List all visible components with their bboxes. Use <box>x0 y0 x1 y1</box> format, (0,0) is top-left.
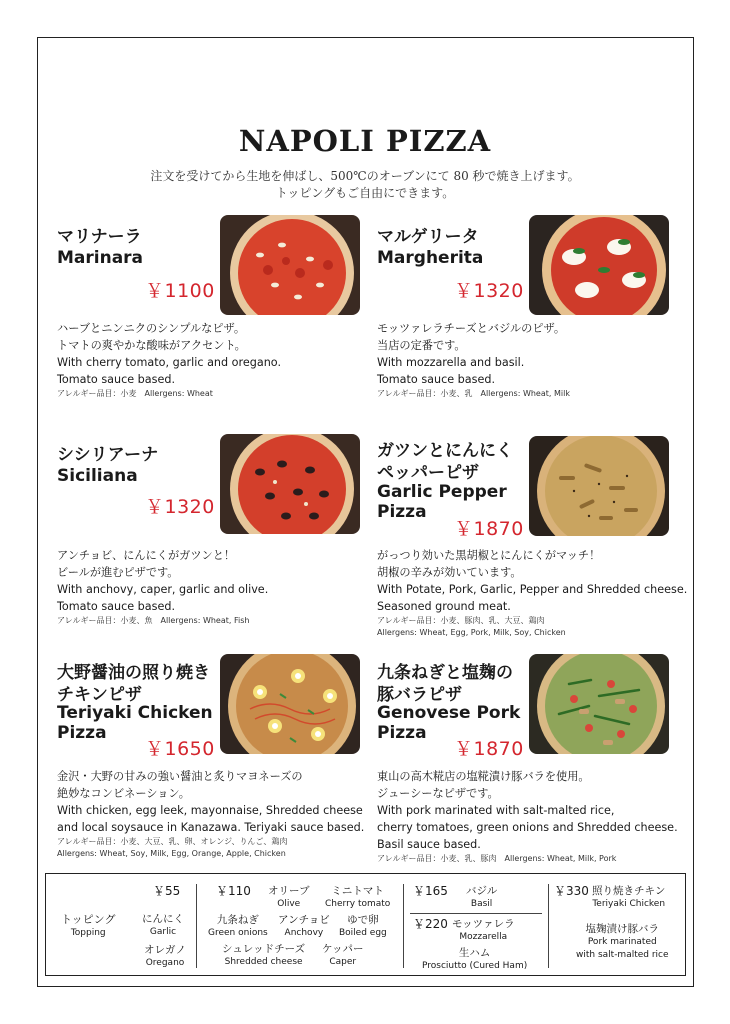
topping-cherry-ja: ミニトマト <box>331 885 384 897</box>
topping-pork <box>576 923 669 961</box>
divider <box>410 913 542 914</box>
topping-teriyaki-chicken <box>592 885 665 910</box>
topping-cherry-en: Cherry tomato <box>325 899 391 909</box>
item-description: 東山の高木糀店の塩糀漬け豚バラを使用。 ジューシーなピザです。 With pork marinated with salt-malted rice, cherry tomatoes, green onions and Shredded cheese. Basil sauce based. <box>377 770 678 851</box>
item-name-ja: シシリアーナ <box>57 445 159 465</box>
item-name-ja: マルゲリータ <box>377 227 479 247</box>
price-220: ￥220 <box>413 917 448 931</box>
item-description: モッツァレラチーズとバジルのピザ。 当店の定番です。 With mozzarella and basil. Tomato sauce based. <box>377 322 566 386</box>
topping-box <box>45 873 686 976</box>
topping-olive-en: Olive <box>277 899 301 909</box>
price-55: ￥55 <box>153 884 181 898</box>
topping-label-ja: トッピング <box>61 913 116 926</box>
item-name-ja: 九条ねぎと塩麹の 豚バラピザ <box>377 663 513 705</box>
item-price: ￥1320 <box>454 280 524 302</box>
pizza-photo-teriyaki-chicken <box>220 654 360 754</box>
topping-label <box>61 914 115 939</box>
pizza-photo-marinara <box>220 215 360 315</box>
item-allergens: アレルギー品目：小麦、乳、豚肉 Allergens: Wheat, Milk, Pork <box>377 854 617 863</box>
topping-garlic-en: Garlic <box>149 927 177 937</box>
topping-egg-ja: ゆで卵 <box>347 914 379 926</box>
item-allergens: アレルギー品目：小麦、乳 Allergens: Wheat, Milk <box>377 389 570 398</box>
menu-subtitle <box>0 168 730 202</box>
item-price: ￥1100 <box>145 280 215 302</box>
topping-prosciutto <box>422 947 527 972</box>
item-description: 金沢・大野の甘みの強い醤油と炙りマヨネーズの 絶妙なコンビネーション。 With chicken, egg leek, mayonnaise, Shredded cheese and local soysauce in Kanazawa. Teriyaki sauce based. <box>57 770 365 834</box>
topping-anchovy <box>278 914 330 939</box>
item-name-ja: マリナーラ <box>57 227 142 247</box>
item-name-en: Marinara <box>57 248 144 268</box>
topping-shredded-en: Shredded cheese <box>224 957 303 967</box>
topping-garlic <box>142 913 184 938</box>
topping-greenonion-en: Green onions <box>208 928 268 938</box>
item-description: アンチョビ、にんにくがガツンと！ ビールが進むピザです。 With anchovy, caper, garlic and olive. Tomato sauce based. <box>57 549 269 613</box>
topping-mozz-en: Mozzarella <box>459 932 508 942</box>
topping-basil-en: Basil <box>470 899 493 909</box>
item-name-en: Teriyaki Chicken Pizza <box>57 703 213 743</box>
topping-olive <box>268 885 309 910</box>
topping-pork-ja: 塩麹漬け豚バラ <box>585 923 660 935</box>
divider <box>548 884 549 968</box>
topping-basil-ja: バジル <box>466 885 498 897</box>
topping-basil <box>466 885 497 910</box>
topping-anchovy-en: Anchovy <box>284 928 324 938</box>
pizza-photo-genovese-pork <box>529 654 669 754</box>
topping-shredded-cheese <box>222 943 305 968</box>
topping-shredded-ja: シュレッドチーズ <box>222 943 306 955</box>
topping-greenonion-ja: 九条ねぎ <box>216 914 259 926</box>
item-price: ￥1650 <box>145 738 215 760</box>
topping-anchovy-ja: アンチョビ <box>278 914 330 926</box>
divider <box>403 884 404 968</box>
topping-ham-en: Prosciutto (Cured Ham) <box>422 961 528 971</box>
topping-caper-en: Caper <box>329 957 357 967</box>
topping-teriyaki-en: Teriyaki Chicken <box>592 899 666 909</box>
item-name-ja: 大野醤油の照り焼き チキンピザ <box>57 663 210 705</box>
item-description: がっつり効いた黒胡椒とにんにくがマッチ！ 胡椒の辛みが効いています。 With Potate, Pork, Garlic, Pepper and Shredded cheese. Seasoned ground meat. <box>377 549 688 613</box>
topping-ham-ja: 生ハム <box>458 947 491 959</box>
item-name-en: Garlic Pepper Pizza <box>377 482 507 522</box>
item-description: ハーブとニンニクのシンプルなピザ。 トマトの爽やかな酸味がアクセント。 With cherry tomato, garlic and oregano. Tomato sauce based. <box>57 322 282 386</box>
item-price: ￥1320 <box>145 496 215 518</box>
topping-caper-ja: ケッパー <box>322 943 364 955</box>
item-name-en: Siciliana <box>57 466 138 486</box>
pizza-photo-siciliana <box>220 434 360 534</box>
topping-caper <box>322 943 363 968</box>
divider <box>196 884 197 968</box>
pizza-photo-garlic-pepper <box>529 436 669 536</box>
topping-mozz-ja: モッツァレラ <box>452 918 515 930</box>
item-allergens: アレルギー品目：小麦 Allergens: Wheat <box>57 389 213 398</box>
topping-pork-en-2: with salt-malted rice <box>576 950 669 960</box>
topping-cherry-tomato <box>325 885 390 910</box>
item-name-ja: ガツンとにんにく ペッパーピザ <box>377 441 513 483</box>
price-330: ￥330 <box>554 884 589 898</box>
item-allergens: アレルギー品目：小麦、魚 Allergens: Wheat, Fish <box>57 616 250 625</box>
topping-green-onions <box>208 914 268 939</box>
topping-egg-en: Boiled egg <box>339 928 387 938</box>
item-price: ￥1870 <box>454 738 524 760</box>
topping-garlic-ja: にんにく <box>142 913 184 925</box>
item-price: ￥1870 <box>454 518 524 540</box>
topping-oregano-en: Oregano <box>145 958 185 968</box>
topping-teriyaki-ja: 照り焼きチキン <box>592 885 666 897</box>
subtitle-line-1: 注文を受けてから生地を伸ばし、500℃のオーブンにて 80 秒で焼き上げます。 <box>150 169 580 183</box>
topping-olive-ja: オリーブ <box>268 885 310 897</box>
pizza-photo-margherita <box>529 215 669 315</box>
price-165: ￥165 <box>413 884 448 898</box>
topping-boiled-egg <box>339 914 387 939</box>
topping-pork-en-1: Pork marinated <box>587 937 657 947</box>
item-name-en: Margherita <box>377 248 484 268</box>
topping-oregano <box>144 944 186 969</box>
topping-oregano-ja: オレガノ <box>144 944 186 956</box>
topping-label-en: Topping <box>70 928 106 938</box>
menu-title: NAPOLI PIZZA <box>238 124 492 158</box>
item-allergens: アレルギー品目：小麦、大豆、乳、卵、オレンジ、りんご、鶏肉 Allergens: Wheat, Soy, Milk, Egg, Orange, Apple, Chicken <box>57 837 288 858</box>
topping-mozzarella <box>452 918 515 943</box>
price-110: ￥110 <box>216 884 251 898</box>
item-allergens: アレルギー品目：小麦、豚肉、乳、大豆、鶏肉 Allergens: Wheat, Egg, Pork, Milk, Soy, Chicken <box>377 616 566 637</box>
subtitle-line-2: トッピングもご自由にできます。 <box>275 186 455 200</box>
item-name-en: Genovese Pork Pizza <box>377 703 521 743</box>
